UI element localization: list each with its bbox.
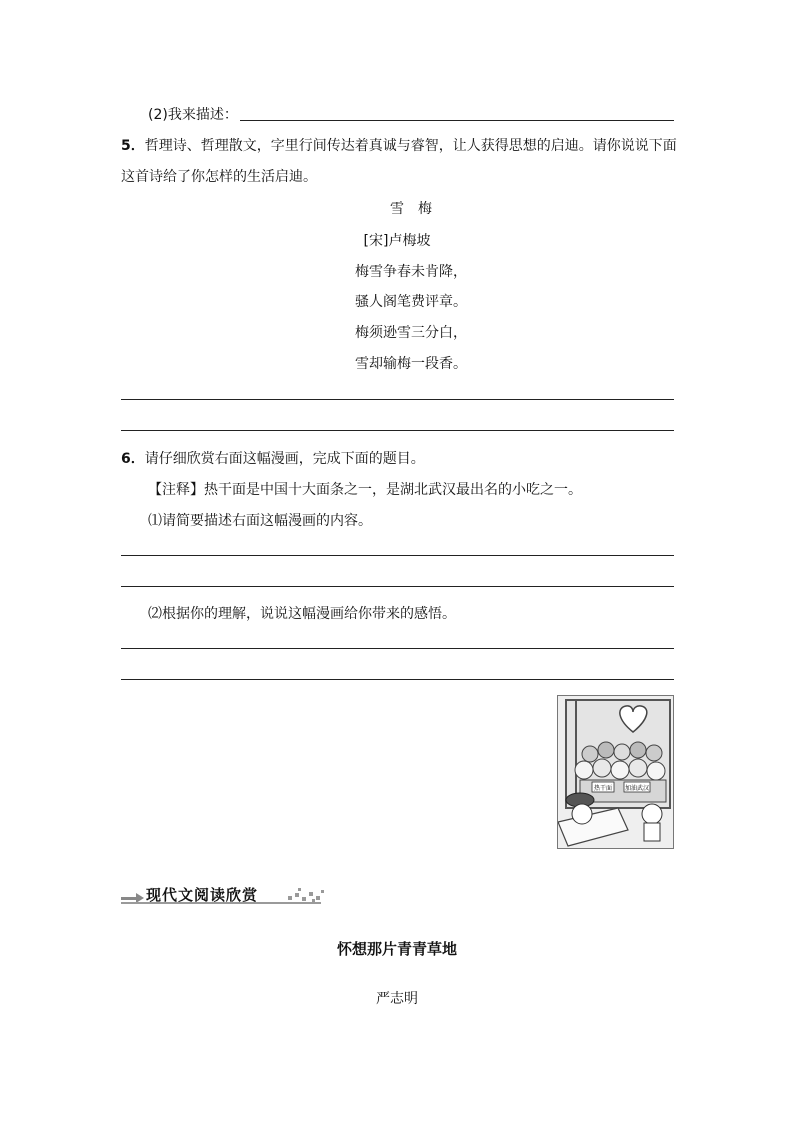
q5-text-line2: 这首诗给了你怎样的生活启迪。 <box>121 169 317 185</box>
q5-number: 5． <box>121 138 145 154</box>
q4-part2-answer-line[interactable] <box>240 120 674 121</box>
cartoon-illustration <box>557 695 674 849</box>
arrow-right-icon <box>121 893 144 903</box>
poem-line-4: 雪却输梅一段香。 <box>355 356 467 372</box>
q5-text-line1: 5．哲理诗、哲理散文，字里行间传达着真诚与睿智，让人获得思想的启迪。请你说说下面 <box>121 138 677 154</box>
section-header-text: 现代文阅读欣赏 <box>146 886 259 904</box>
q6-part1-answer-line-1[interactable] <box>121 555 674 556</box>
q6-note: 【注释】热干面是中国十大面条之一，是湖北武汉最出名的小吃之一。 <box>148 482 582 498</box>
q5-answer-line-2[interactable] <box>121 430 674 431</box>
q6-number: 6． <box>121 451 145 467</box>
article-author: 严志明 <box>376 991 418 1007</box>
cartoon-drawing <box>558 696 673 848</box>
q6-part2-answer-line-2[interactable] <box>121 679 674 680</box>
poem-line-2: 骚人阁笔费评章。 <box>355 294 467 310</box>
poem-title: 雪 梅 <box>390 201 432 217</box>
poem-author: [宋]卢梅坡 <box>363 233 431 249</box>
q6-part2: ⑵根据你的理解，说说这幅漫画给你带来的感悟。 <box>148 606 456 622</box>
poem-line-3: 梅须逊雪三分白， <box>355 325 467 341</box>
q4-part2-label: (2)我来描述： <box>148 107 238 123</box>
poem-line-1: 梅雪争春未肯降， <box>355 264 467 280</box>
q6-text: 6．请仔细欣赏右面这幅漫画，完成下面的题目。 <box>121 451 425 467</box>
q5-answer-line-1[interactable] <box>121 399 674 400</box>
cartoon-sign-left: 热干面 <box>593 785 613 792</box>
cartoon-sign-right: 加油武汉 <box>624 785 650 792</box>
section-header-modern-reading <box>120 884 328 906</box>
q6-part2-answer-line-1[interactable] <box>121 648 674 649</box>
q6-part1: ⑴请简要描述右面这幅漫画的内容。 <box>148 513 372 529</box>
q6-part1-answer-line-2[interactable] <box>121 586 674 587</box>
article-title: 怀想那片青青草地 <box>336 940 457 958</box>
